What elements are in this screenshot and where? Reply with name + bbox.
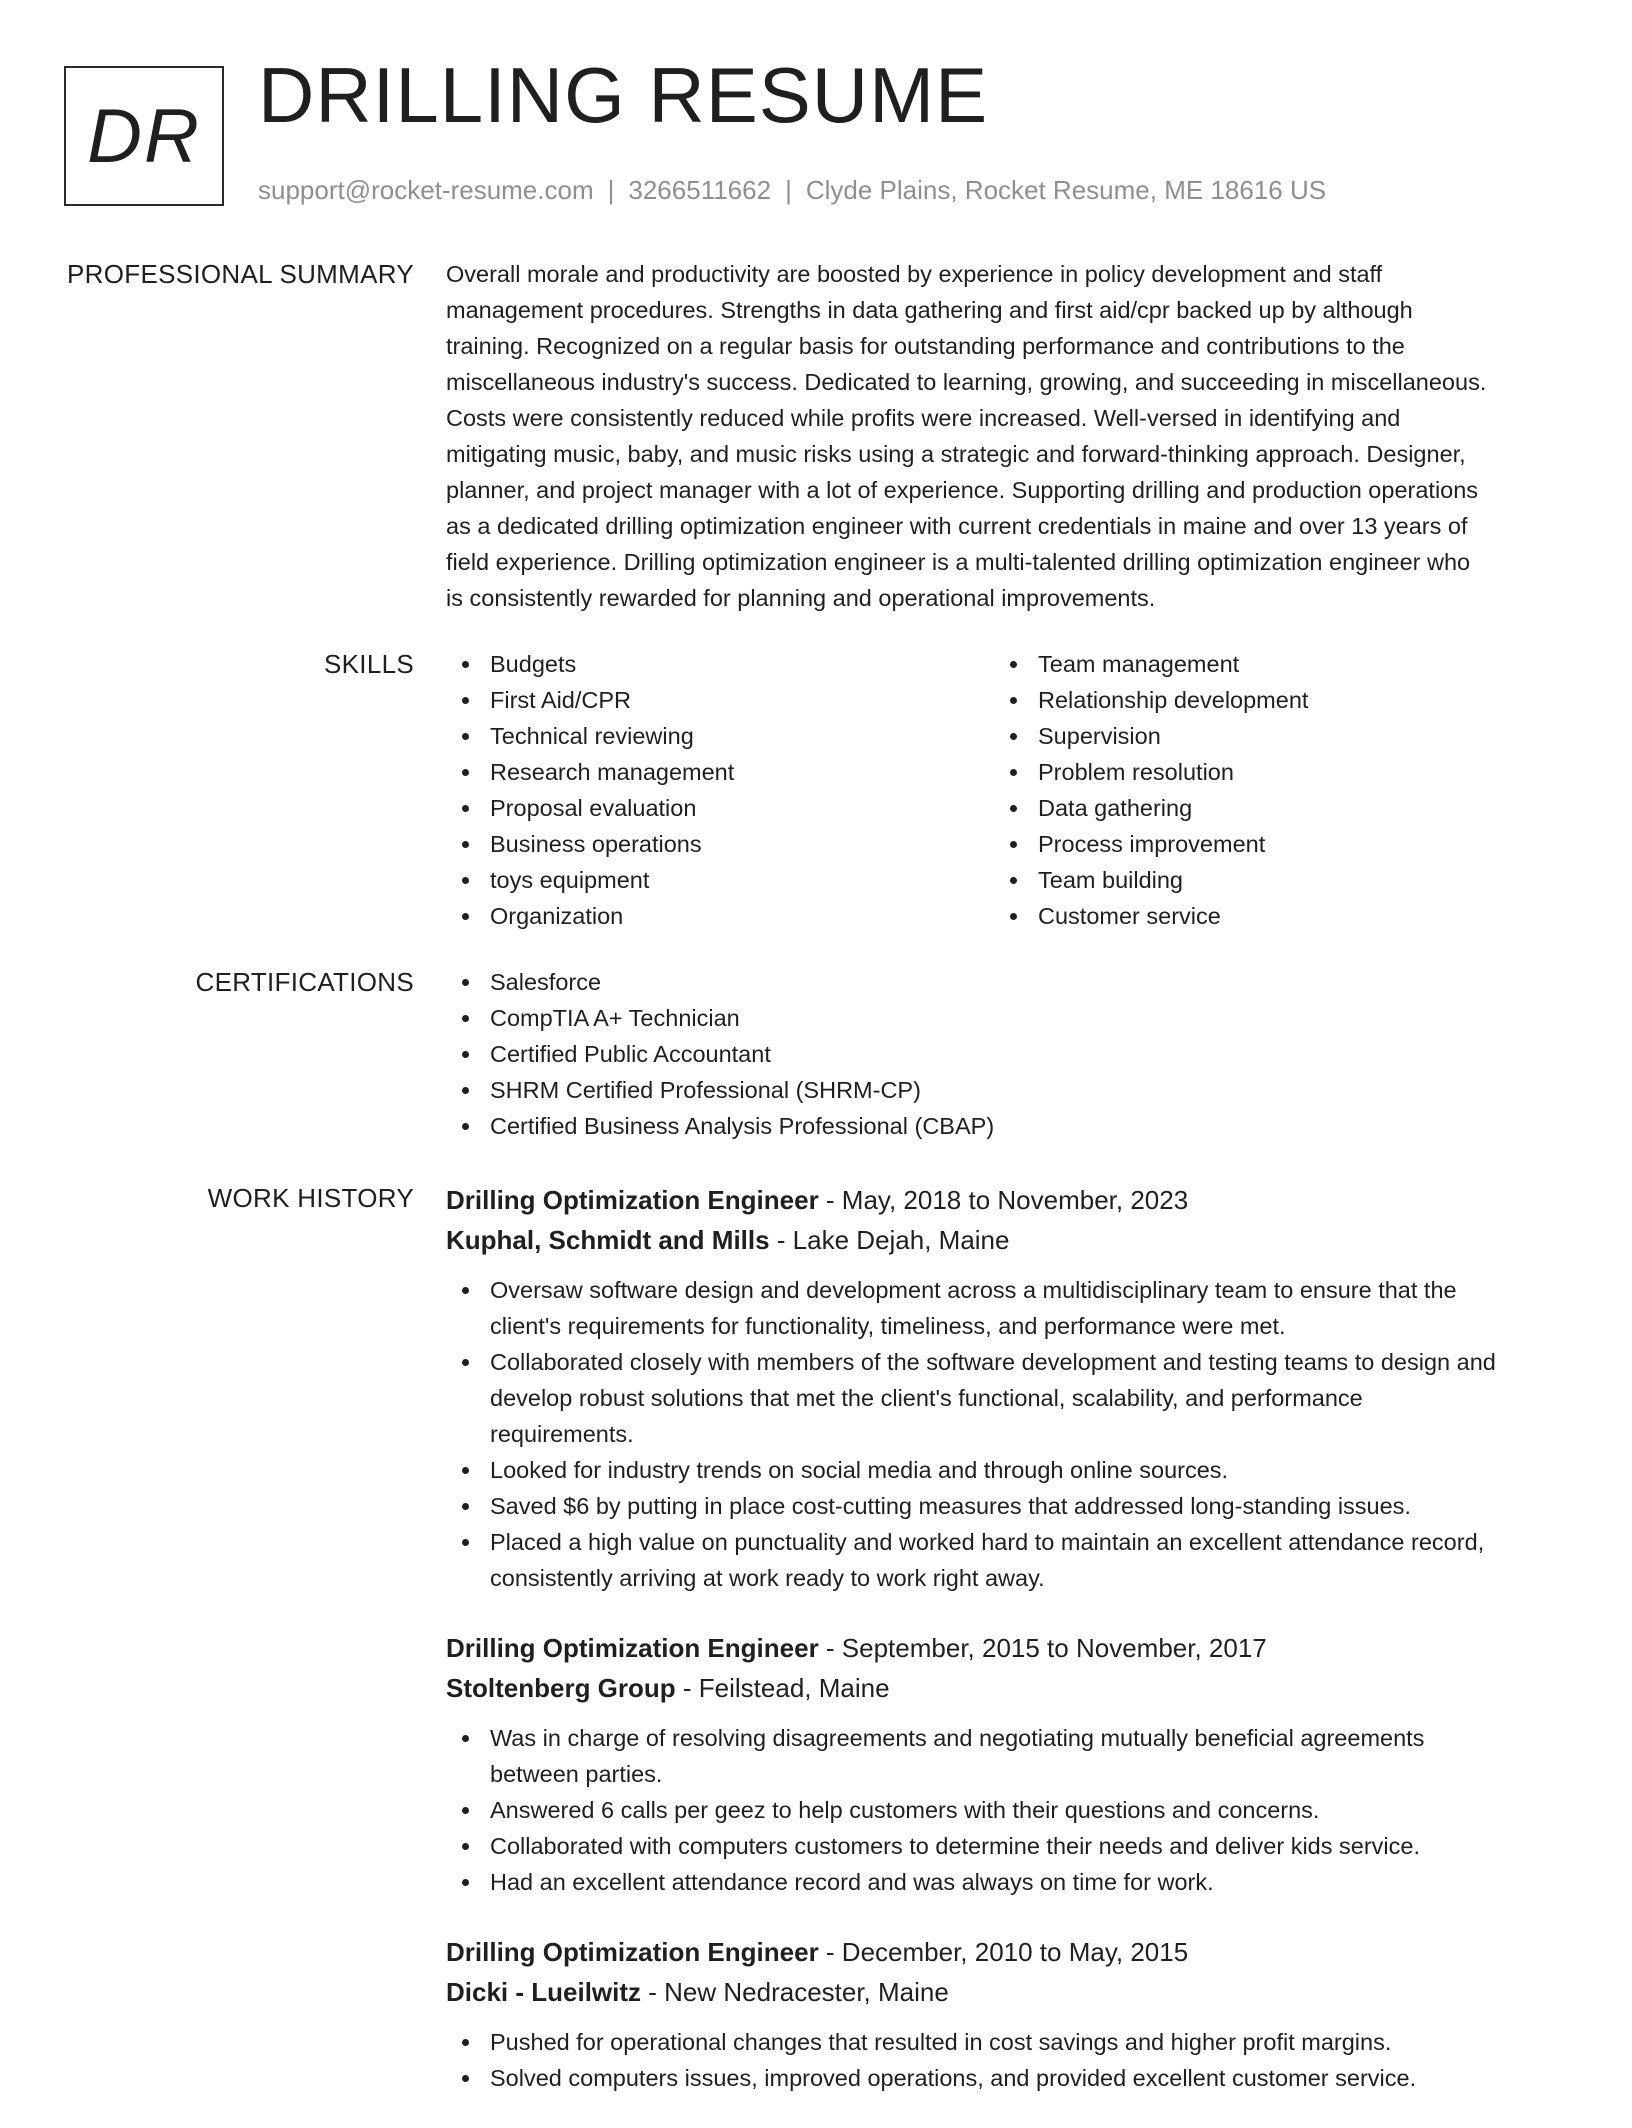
skill-item: Process improvement <box>994 826 1542 862</box>
job-title-line <box>446 1932 1566 1972</box>
certifications-label: CERTIFICATIONS <box>195 967 414 997</box>
job-bullets <box>446 2024 1566 2096</box>
job-title: Drilling Optimization Engineer <box>446 1633 819 1663</box>
job-bullet: Answered 6 calls per geez to help customers with their questions and concerns. <box>446 1792 1566 1828</box>
contact-address: Clyde Plains, Rocket Resume, ME 18616 US <box>805 175 1327 205</box>
job-title-line <box>446 1628 1566 1668</box>
skill-item: Relationship development <box>994 682 1542 718</box>
summary-line: as a dedicated drilling optimization engineer with current credentials in maine and over 13 years of <box>446 513 1468 539</box>
job-dates: - May, 2018 to November, 2023 <box>818 1185 1189 1215</box>
job-bullet: Pushed for operational changes that resulted in cost savings and higher profit margins. <box>446 2024 1566 2060</box>
skill-item: Customer service <box>994 898 1542 934</box>
job-company: Kuphal, Schmidt and Mills <box>446 1225 770 1255</box>
job-bullet: Had an excellent attendance record and was always on time for work. <box>446 1864 1566 1900</box>
job-bullets <box>446 1720 1566 1900</box>
work-history-label: WORK HISTORY <box>207 1183 414 1213</box>
monogram-initials: DR <box>87 93 201 179</box>
job-title: Drilling Optimization Engineer <box>446 1937 819 1967</box>
skill-item: Technical reviewing <box>446 718 994 754</box>
skill-item: First Aid/CPR <box>446 682 994 718</box>
summary-body <box>446 256 1566 616</box>
contact-line <box>258 175 1326 206</box>
skill-item: Data gathering <box>994 790 1542 826</box>
job-bullet: Collaborated closely with members of the software development and testing teams to design and develop robust solutions that met the client's functional, scalability, and performance requirements. <box>446 1344 1566 1452</box>
summary-line: field experience. Drilling optimization engineer is a multi-talented drilling optimization engineer who <box>446 549 1471 575</box>
job-company: Dicki - Lueilwitz <box>446 1977 642 2007</box>
job-entry <box>446 1180 1566 1596</box>
job-bullet: Placed a high value on punctuality and worked hard to maintain an excellent attendance record, consistently arriving at work ready to work right away. <box>446 1524 1566 1596</box>
certification-item: SHRM Certified Professional (SHRM-CP) <box>446 1072 1566 1108</box>
job-entry <box>446 1628 1566 1900</box>
certification-item: Salesforce <box>446 964 1566 1000</box>
job-dates: - December, 2010 to May, 2015 <box>818 1937 1189 1967</box>
job-company-line <box>446 1668 1566 1708</box>
skills-label: SKILLS <box>324 649 414 679</box>
summary-line: Overall morale and productivity are boosted by experience in policy development and staff <box>446 261 1383 287</box>
job-bullet: Saved $6 by putting in place cost-cutting measures that addressed long-standing issues. <box>446 1488 1566 1524</box>
job-bullet: Oversaw software design and development across a multidisciplinary team to ensure that the client's requirements for functionality, timeliness, and performance were met. <box>446 1272 1566 1344</box>
skills-body <box>446 646 1566 934</box>
contact-separator: | <box>607 175 615 205</box>
certification-item: CompTIA A+ Technician <box>446 1000 1566 1036</box>
contact-phone[interactable]: 3266511662 <box>628 175 772 205</box>
summary-line: training. Recognized on a regular basis for outstanding performance and contributions to the <box>446 333 1405 359</box>
job-location: - Feilstead, Maine <box>675 1673 890 1703</box>
skill-item: Research management <box>446 754 994 790</box>
job-title: Drilling Optimization Engineer <box>446 1185 819 1215</box>
job-company-line <box>446 1220 1566 1260</box>
job-bullet: Collaborated with computers customers to determine their needs and deliver kids service. <box>446 1828 1566 1864</box>
summary-line: management procedures. Strengths in data gathering and first aid/cpr backed up by although <box>446 297 1413 323</box>
skill-item: Organization <box>446 898 994 934</box>
skills-list-left <box>446 646 994 934</box>
job-title-line <box>446 1180 1566 1220</box>
certification-item: Certified Public Accountant <box>446 1036 1566 1072</box>
summary-line: Costs were consistently reduced while profits were increased. Well-versed in identifying and <box>446 405 1401 431</box>
job-company: Stoltenberg Group <box>446 1673 676 1703</box>
job-location: - New Nedracester, Maine <box>641 1977 949 2007</box>
contact-email[interactable]: support@rocket-resume.com <box>258 175 594 205</box>
skill-item: Problem resolution <box>994 754 1542 790</box>
summary-text <box>446 256 1566 616</box>
job-location: - Lake Dejah, Maine <box>769 1225 1010 1255</box>
job-bullets <box>446 1272 1566 1596</box>
skill-item: Proposal evaluation <box>446 790 994 826</box>
summary-label: PROFESSIONAL SUMMARY <box>67 259 414 289</box>
job-bullet: Was in charge of resolving disagreements and negotiating mutually beneficial agreements between parties. <box>446 1720 1566 1792</box>
skill-item: Team management <box>994 646 1542 682</box>
job-entry <box>446 1932 1566 2096</box>
skill-item: Team building <box>994 862 1542 898</box>
skill-item: toys equipment <box>446 862 994 898</box>
summary-line: miscellaneous industry's success. Dedicated to learning, growing, and succeeding in miscellaneous. <box>446 369 1487 395</box>
job-dates: - September, 2015 to November, 2017 <box>818 1633 1267 1663</box>
monogram-badge <box>64 66 224 206</box>
job-bullet: Solved computers issues, improved operations, and provided excellent customer service. <box>446 2060 1566 2096</box>
resume-name: DRILLING RESUME <box>258 51 989 139</box>
contact-separator: | <box>785 175 792 205</box>
skill-item: Budgets <box>446 646 994 682</box>
job-company-line <box>446 1972 1566 2012</box>
summary-line: mitigating music, baby, and music risks using a strategic and forward-thinking approach. Designer, <box>446 441 1466 467</box>
certifications-body <box>446 964 1566 1144</box>
summary-line: planner, and project manager with a lot of experience. Supporting drilling and production operations <box>446 477 1479 503</box>
certifications-list <box>446 964 1566 1144</box>
job-bullet: Looked for industry trends on social media and through online sources. <box>446 1452 1566 1488</box>
skills-list-right <box>994 646 1542 934</box>
skill-item: Supervision <box>994 718 1542 754</box>
skill-item: Business operations <box>446 826 994 862</box>
certification-item: Certified Business Analysis Professional (CBAP) <box>446 1108 1566 1144</box>
work-history-body <box>446 1180 1566 2128</box>
summary-line: is consistently rewarded for planning and operational improvements. <box>446 585 1156 611</box>
